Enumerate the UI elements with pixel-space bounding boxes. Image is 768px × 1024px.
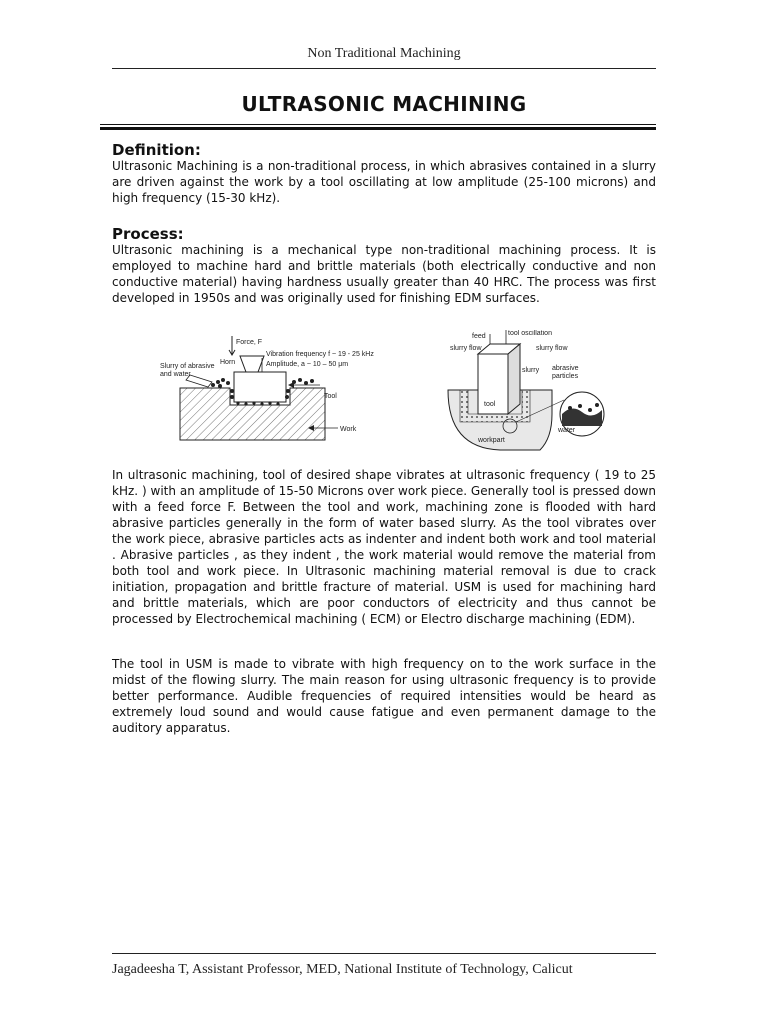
title-rule — [100, 124, 656, 125]
title-rule-thick — [100, 127, 656, 130]
workpart-label: workpart — [478, 437, 505, 444]
tool-label: Tool — [324, 393, 337, 400]
water-label-right: water — [558, 427, 576, 434]
definition-heading: Definition: — [112, 141, 201, 159]
horn-label: Horn — [220, 359, 236, 366]
usm-diagram — [160, 330, 610, 455]
usm-left-diagram — [160, 336, 374, 440]
slurry-label: Slurry of abrasive — [160, 363, 215, 370]
feed-label: feed — [472, 333, 486, 340]
page-title: ULTRASONIC MACHINING — [241, 92, 527, 116]
vibration-label: Vibration frequency f ~ 19 - 25 kHz — [266, 351, 374, 358]
horn-shape — [240, 356, 264, 372]
usm-schematic-figure — [160, 330, 610, 455]
tool-label-right: tool — [484, 401, 496, 408]
water-label: and water — [160, 371, 191, 378]
definition-text: Ultrasonic Machining is a non-traditional process, in which abrasives contained in a slurry are driven against the work by a tool oscillating at low amplitude (25-100 microns) and high frequency (15-30 kHz). — [112, 159, 656, 205]
force-label: Force, F — [236, 339, 263, 346]
process-text: Ultrasonic machining is a mechanical type non-traditional machining process. It is employed to machine hard and brittle materials (both electrically conductive and non conductive material) having hardness usually greater than 40 HRC. The process was first developed in 1950s and was originally used for finishing EDM surfaces. — [112, 243, 656, 305]
running-header: Non Traditional Machining — [307, 46, 461, 61]
slurry-flow-right-label: slurry flow — [536, 345, 568, 352]
usm-right-diagram — [448, 330, 604, 450]
amplitude-label: Amplitude, a ~ 10 – 50 μm — [266, 361, 349, 368]
tool-shape — [234, 372, 286, 402]
header-rule — [112, 68, 656, 69]
page-footer: Jagadeesha T, Assistant Professor, MED, National Institute of Technology, Calicut — [112, 962, 573, 977]
particles-label: particles — [552, 373, 579, 380]
body-paragraph-1: In ultrasonic machining, tool of desired shape vibrates at ultrasonic frequency ( 19 to 25 kHz. ) with an amplitude of 15-50 Microns over work piece. Generally tool is pressed down with a feed force F. Between the tool and work, machining zone is flooded with hard abrasive particles generally in the form of water based slurry. As the tool vibrates over the work piece, abrasive particles acts as indenter and indent both work and tool material . Abrasive particles , as they indent , the work material would remove the material from both tool and work piece. In Ultrasonic machining material removal is due to crack initiation, propagation and brittle fracture of material. USM is used for machining hard and brittle materials, which are poor conductors of electricity and thus cannot be processed by Electrochemical machining ( ECM) or Electro discharge machining (EDM). — [112, 468, 656, 626]
process-heading: Process: — [112, 225, 184, 243]
tool-oscillation-label: tool oscillation — [508, 330, 552, 337]
abrasive-label: abrasive — [552, 365, 579, 372]
work-label: Work — [340, 426, 357, 433]
slurry-label-right: slurry — [522, 367, 540, 374]
slurry-flow-left-label: slurry flow — [450, 345, 482, 352]
footer-rule — [112, 953, 656, 954]
body-paragraph-2: The tool in USM is made to vibrate with high frequency on to the work surface in the midst of the flowing slurry. The main reason for using ultrasonic frequency is to provide better performance. Audible frequencies of required intensities would be heard as extremely loud sound and would cause fatigue and even permanent damage to the auditory apparatus. — [112, 657, 656, 735]
